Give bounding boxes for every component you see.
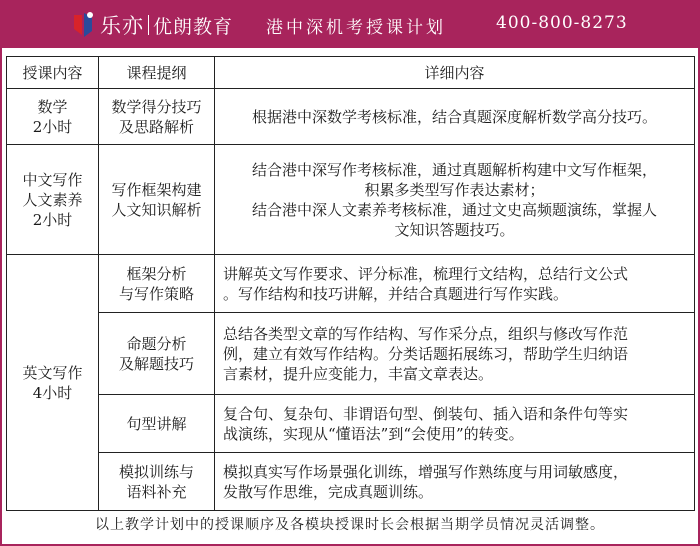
phone-number: 400-800-8273 — [496, 13, 628, 33]
cell-line: 2小时 — [32, 117, 73, 136]
detail-cell — [215, 313, 695, 395]
cell-line: 人文素养 — [22, 190, 83, 209]
cell-line: 人文知识解析 — [111, 200, 202, 219]
cell-line: 及思路解析 — [118, 117, 194, 136]
brand-logo — [72, 11, 233, 39]
cell-line: 命题分析 — [126, 334, 187, 353]
detail-cell — [215, 89, 695, 145]
cell-line: 中文写作 — [22, 170, 83, 189]
cell-line: 4小时 — [32, 383, 73, 402]
cell-line: 文知识答题技巧。 — [394, 220, 515, 239]
cell-line: 与写作策略 — [118, 284, 194, 303]
cell-line: 英文写作 — [22, 363, 83, 382]
detail-cell — [215, 145, 695, 255]
header-cell-outline: 课程提纲 — [99, 57, 215, 89]
cell-line: 句型讲解 — [126, 414, 187, 433]
cell-line: 积累多类型写作表达素材； — [364, 180, 545, 199]
table-row-chinese — [7, 145, 695, 255]
cell-line: 数学得分技巧 — [111, 97, 202, 116]
content-cell — [7, 145, 99, 255]
brand-logo-icon — [72, 11, 96, 39]
header-bar — [2, 2, 698, 48]
outline-cell — [99, 453, 215, 511]
cell-line: 模拟训练与 — [118, 462, 194, 481]
detail-cell — [215, 395, 695, 453]
cell-line: 根据港中深数学考核标准，结合真题深度解析数学高分技巧。 — [251, 107, 657, 126]
brand-name-primary: 乐亦 — [100, 14, 144, 38]
cell-line: 2小时 — [32, 210, 73, 229]
cell-line: 结合港中深人文素养考核标准，通过文史高频题演练，掌握人 — [251, 200, 657, 219]
plan-title: 港中深机考授课计划 — [266, 18, 446, 38]
cell-line: 框架分析 — [126, 264, 187, 283]
outline-cell — [99, 89, 215, 145]
cell-line: 数学 — [37, 97, 68, 116]
cell-line: 战演练，实现从“懂语法”到“会使用”的转变。 — [223, 424, 524, 443]
course-table — [6, 56, 695, 511]
cell-line: 及解题技巧 — [118, 354, 194, 373]
outline-cell — [99, 395, 215, 453]
header-cell-content: 授课内容 — [7, 57, 99, 89]
table-row-english-3 — [7, 395, 695, 453]
cell-line: 写作框架构建 — [111, 180, 202, 199]
footer-note: 以上教学计划中的授课顺序及各模块授课时长会根据当期学员情况灵活调整。 — [95, 517, 605, 533]
detail-cell — [215, 453, 695, 511]
table-header-row — [7, 57, 695, 89]
content-cell — [7, 89, 99, 145]
table-row-math — [7, 89, 695, 145]
cell-line: 语料补充 — [126, 482, 187, 501]
table-row-english-4 — [7, 453, 695, 511]
header-cell-detail: 详细内容 — [215, 57, 695, 89]
content-cell — [7, 255, 99, 511]
cell-line: 发散写作思维，完成真题训练。 — [223, 482, 434, 501]
table-row-english-2 — [7, 313, 695, 395]
cell-line: 结合港中深写作考核标准，通过真题解析构建中文写作框架， — [251, 160, 657, 179]
cell-line: 复合句、复杂句、非谓语句型、倒装句、插入语和条件句等实 — [223, 404, 629, 423]
cell-line: 模拟真实写作场景强化训练，增强写作熟练度与用词敏感度， — [223, 462, 629, 481]
brand-divider — [148, 15, 149, 35]
cell-line: 例，建立有效写作结构。分类话题拓展练习，帮助学生归纳语 — [223, 344, 629, 363]
cell-line: 总结各类型文章的写作结构、写作采分点，组织与修改写作范 — [223, 324, 629, 343]
table-row-english-1 — [7, 255, 695, 313]
cell-line: 讲解英文写作要求、评分标准，梳理行文结构，总结行文公式 — [223, 264, 629, 283]
outline-cell — [99, 255, 215, 313]
detail-cell — [215, 255, 695, 313]
cell-line: 。写作结构和技巧讲解，并结合真题进行写作实践。 — [223, 284, 569, 303]
brand-name-secondary: 优朗教育 — [153, 15, 234, 38]
outline-cell — [99, 313, 215, 395]
outline-cell — [99, 145, 215, 255]
cell-line: 言素材，提升应变能力，丰富文章表达。 — [223, 364, 494, 383]
